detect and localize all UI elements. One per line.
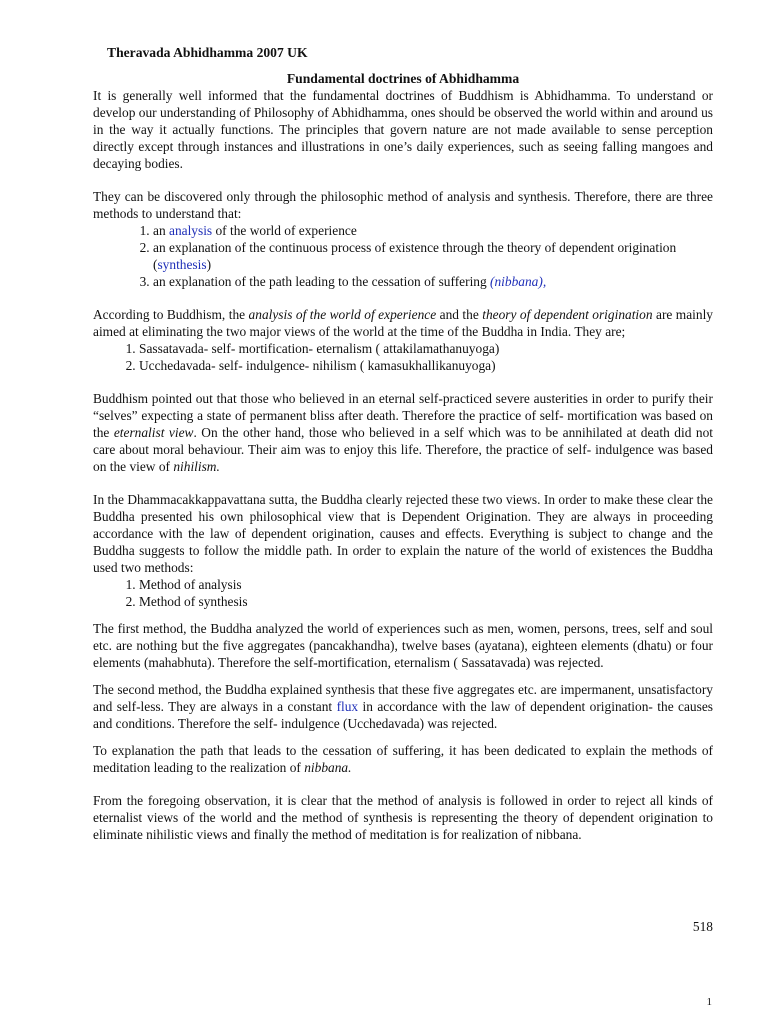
list-item: 2. Method of synthesis: [139, 593, 713, 610]
page-number: 518: [692, 919, 713, 934]
synthesis-term: synthesis: [157, 257, 207, 272]
list-item: 1. an analysis of the world of experience: [153, 222, 713, 239]
list-item: 1. Method of analysis: [139, 576, 713, 593]
flux-term: flux: [336, 699, 359, 714]
list-item: 3. an explanation of the path leading to the cessation of suffering (nibbana),: [153, 273, 713, 290]
paragraph-methods: They can be discovered only through the philosophic method of analysis and synthesis. Therefore, there are three methods to understand that:: [93, 189, 713, 221]
paragraph-synthesis: The second method, the Buddha explained synthesis that these five aggregates etc. are impermanent, unsatisfactory and self-less. They are always in a constant flux in accordance with the law of dependent origination- the causes and conditions. Therefore the self- indulgence (Ucchedavada) was rejected.: [93, 682, 713, 731]
paragraph-dhammacakka: In the Dhammacakkappavattana sutta, the Buddha clearly rejected these two views. In order to make these clear the Buddha presented his own philosophical view that is Dependent Origination. They are always in proceeding accordance with the law of dependent origination, causes and effects. Everything is subject to change and the Buddha suggests to follow the middle path. In order to explain the nature of the world of existences the Buddha used two methods:: [93, 492, 713, 575]
nibbana-term: (nibbana),: [490, 274, 547, 289]
document-header: Theravada Abhidhamma 2007 UK: [107, 45, 308, 60]
paragraph-two-views: According to Buddhism, the analysis of the world of experience and the theory of dependent origination are mainly aimed at eliminating the two major views of the world at the time of the Buddha in India. They are;: [93, 307, 714, 339]
footer-page-number: 1: [706, 996, 712, 1008]
analysis-term: analysis: [169, 223, 213, 238]
paragraph-analysis: The first method, the Buddha analyzed the world of experiences such as men, women, persons, trees, self and soul etc. are nothing but the five aggregates (pancakhandha), twelve bases (ayatana), eighteen elements (dhatu) or four elements (mahabhuta). Therefore the self-mortification, eternalism ( Sassatavada) was rejected.: [93, 621, 713, 670]
two-views-list: [93, 340, 713, 374]
list-item: 2. Ucchedavada- self- indulgence- nihilism ( kamasukhallikanuyoga): [139, 357, 713, 374]
paragraph-conclusion: From the foregoing observation, it is clear that the method of analysis is followed in order to reject all kinds of eternalist views of the world and the method of synthesis is representing the theory of dependent origination to eliminate nihilistic views and finally the method of meditation is for realization of nibbana.: [93, 793, 713, 842]
list-item: 1. Sassatavada- self- mortification- eternalism ( attakilamathanuyoga): [139, 340, 713, 357]
paragraph-meditation: To explanation the path that leads to the cessation of suffering, it has been dedicated to explain the methods of meditation leading to the realization of nibbana.: [93, 743, 713, 775]
paragraph-intro: It is generally well informed that the fundamental doctrines of Buddhism is Abhidhamma. To understand or develop our understanding of Philosophy of Abhidhamma, ones should be observed the world within and around us in the way it actually functions. The principles that govern nature are not made available to sense perception directly except through instances and illustrations in one’s daily experiences, such as seeing falling mangoes and decaying bodies.: [93, 88, 713, 171]
paragraph-eternalism-nihilism: Buddhism pointed out that those who believed in an eternal self-practiced severe austerities in order to purify their “selves” expecting a state of permanent bliss after death. Therefore the practice of self- mortification was based on the eternalist view. On the other hand, those who believed in a self which was to be annihilated at death did not care about moral behaviour. Their aim was to enjoy this life. Therefore, the practice of self- indulgence was based on the view of nihilism.: [93, 391, 713, 474]
document-body: [93, 44, 713, 843]
three-methods-list: [93, 222, 713, 290]
list-item: 2. an explanation of the continuous process of existence through the theory of dependent origination (synthesis): [153, 239, 713, 273]
two-methods-list: [93, 576, 713, 610]
page-title: Fundamental doctrines of Abhidhamma: [286, 71, 520, 86]
